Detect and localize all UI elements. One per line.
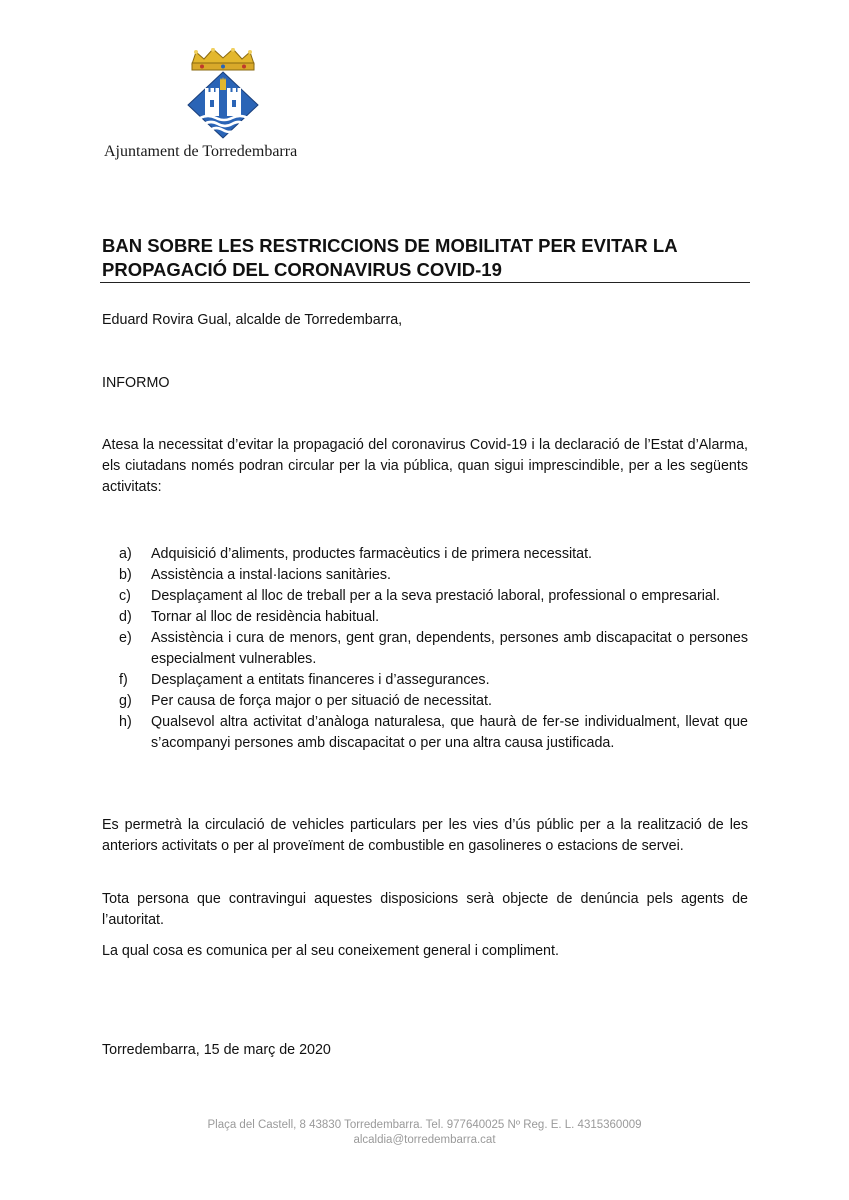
list-item-text: Qualsevol altra activitat d’anàloga naturalesa, que haurà de fer-se individualment, llevat que s’acompanyi persones amb discapacitat o per una altra causa justificada. (151, 714, 748, 751)
list-marker: b) (119, 567, 132, 583)
footer (0, 1118, 849, 1148)
list-item-text: Adquisició d’aliments, productes farmacèutics i de primera necessitat. (151, 546, 593, 562)
list-item (102, 628, 748, 670)
list-item-text: Desplaçament a entitats financeres i d’assegurances. (151, 672, 490, 688)
list-marker: e) (119, 630, 132, 646)
list-item (102, 544, 748, 565)
list-marker: f) (119, 672, 128, 688)
list-item (102, 586, 748, 607)
intro-paragraph: Atesa la necessitat d’evitar la propagació del coronavirus Covid-19 i la declaració de l’Estat d’Alarma, els ciutadans només podran circular per la via pública, quan sigui imprescindible, per a les següents activitats: (102, 437, 748, 495)
list-item-text: Assistència i cura de menors, gent gran, dependents, persones amb discapacitat o persones especialment vulnerables. (151, 630, 748, 667)
sanction-paragraph: Tota persona que contravingui aquestes disposicions serà objecte de denúncia pels agents de l’autoritat. (102, 891, 748, 928)
place-date: Torredembarra, 15 de març de 2020 (102, 1042, 331, 1058)
letterhead (102, 48, 342, 168)
document-title: BAN SOBRE LES RESTRICCIONS DE MOBILITAT PER EVITAR LA PROPAGACIÓ DEL CORONAVIRUS COVID-19 (102, 235, 677, 280)
list-marker: h) (119, 714, 132, 730)
list-item (102, 670, 748, 691)
informo-heading: INFORMO (102, 375, 170, 391)
activities-list (102, 544, 748, 754)
vehicles-paragraph: Es permetrà la circulació de vehicles particulars per les vies d’ús públic per a la realització de les anteriors activitats o per al proveïment de combustible en gasolineres o estacions de servei. (102, 817, 748, 854)
organization-name: Ajuntament de Torredembarra (104, 143, 298, 160)
list-item (102, 607, 748, 628)
list-item (102, 691, 748, 712)
list-item-text: Per causa de força major o per situació de necessitat. (151, 693, 492, 709)
footer-address: Plaça del Castell, 8 43830 Torredembarra. Tel. 977640025 Nº Reg. E. L. 4315360009 (207, 1119, 642, 1131)
closing-paragraph: La qual cosa es comunica per al seu coneixement general i compliment. (102, 943, 559, 959)
footer-email: alcaldia@torredembarra.cat (353, 1134, 496, 1146)
municipal-coat-of-arms-icon (178, 48, 268, 140)
list-marker: a) (119, 546, 132, 562)
list-item-text: Tornar al lloc de residència habitual. (151, 609, 380, 625)
list-item-text: Desplaçament al lloc de treball per a la seva prestació laboral, professional o empresarial. (151, 588, 720, 604)
list-item (102, 565, 748, 586)
list-marker: g) (119, 693, 132, 709)
list-marker: c) (119, 588, 131, 604)
list-marker: d) (119, 609, 132, 625)
author-line: Eduard Rovira Gual, alcalde de Torredembarra, (102, 312, 403, 328)
list-item (102, 712, 748, 754)
list-item-text: Assistència a instal·lacions sanitàries. (151, 567, 391, 583)
title-underline (100, 282, 750, 283)
